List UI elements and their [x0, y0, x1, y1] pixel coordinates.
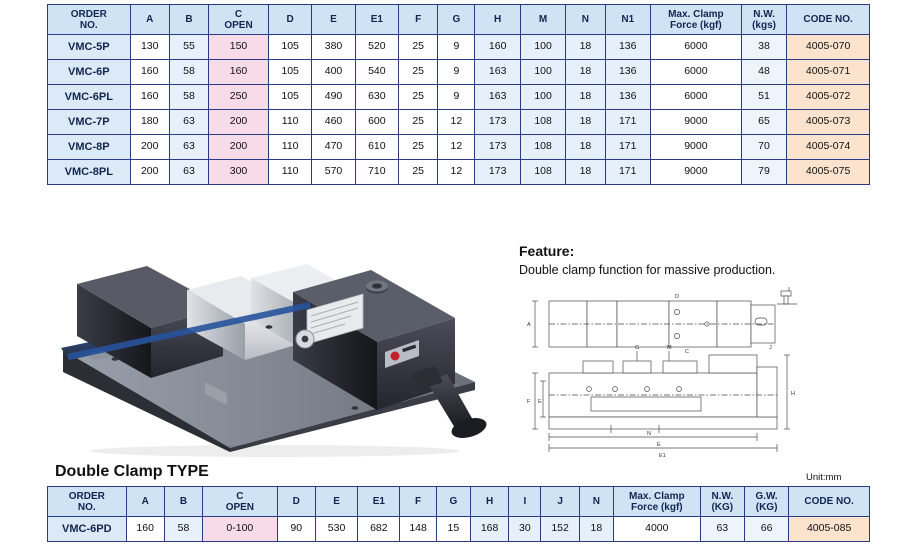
table-cell: 30 — [509, 517, 541, 542]
svg-text:F: F — [527, 399, 531, 405]
svg-text:E: E — [657, 442, 661, 448]
table-cell: 58 — [164, 517, 202, 542]
svg-text:E: E — [538, 399, 542, 405]
svg-text:D: D — [675, 294, 679, 300]
col-header-e: E — [312, 5, 355, 35]
svg-text:A: A — [527, 322, 531, 328]
feature-title: Feature: — [519, 243, 575, 259]
table-cell: 180 — [130, 110, 169, 135]
table-cell: 110 — [268, 110, 311, 135]
table-row — [48, 85, 870, 110]
table-cell: 490 — [312, 85, 355, 110]
table-cell: 148 — [400, 517, 436, 542]
bottom-table-head — [48, 487, 870, 517]
table-cell: 160 — [475, 35, 520, 60]
col-header-b: B — [164, 487, 202, 517]
table-cell: 100 — [520, 35, 565, 60]
table-row — [48, 35, 870, 60]
table-row — [48, 517, 870, 542]
table-cell: 9000 — [650, 160, 741, 185]
table-cell: 65 — [741, 110, 786, 135]
col-header-f: F — [400, 487, 436, 517]
table-cell: 4005-072 — [787, 85, 870, 110]
table-cell: 173 — [475, 110, 520, 135]
cell-order-no: VMC-6PD — [48, 517, 127, 542]
svg-text:C: C — [685, 349, 689, 355]
table-cell: 200 — [209, 135, 269, 160]
table-cell: 171 — [605, 160, 650, 185]
top-spec-table-container — [47, 4, 870, 185]
bottom-table-body — [48, 517, 870, 542]
table-cell: 682 — [358, 517, 400, 542]
col-header-h: H — [475, 5, 520, 35]
table-row — [48, 110, 870, 135]
table-cell: 58 — [169, 60, 208, 85]
col-header-h: H — [470, 487, 508, 517]
col-header-order-no: ORDER NO. — [48, 487, 127, 517]
table-cell: 300 — [209, 160, 269, 185]
table-cell: 6000 — [650, 60, 741, 85]
table-cell: 58 — [169, 85, 208, 110]
table-row — [48, 160, 870, 185]
svg-text:E1: E1 — [659, 453, 666, 459]
table-cell: 51 — [741, 85, 786, 110]
table-cell: 250 — [209, 85, 269, 110]
table-cell: 105 — [268, 35, 311, 60]
table-cell: 4005-070 — [787, 35, 870, 60]
table-cell: 160 — [130, 60, 169, 85]
adjust-dial-center — [302, 336, 309, 343]
table-cell: 25 — [399, 85, 438, 110]
top-spec-table — [47, 4, 870, 185]
table-cell: 136 — [605, 60, 650, 85]
table-cell: 90 — [277, 517, 315, 542]
table-cell: 9000 — [650, 110, 741, 135]
table-cell: 200 — [130, 160, 169, 185]
table-cell: 173 — [475, 160, 520, 185]
table-cell: 380 — [312, 35, 355, 60]
table-cell: 48 — [741, 60, 786, 85]
col-header-max-clamp-force: Max. Clamp Force (kgf) — [614, 487, 701, 517]
svg-text:H: H — [791, 391, 795, 397]
cell-order-no: VMC-6P — [48, 60, 131, 85]
drawing-top-view — [532, 287, 797, 347]
col-header-m: M — [520, 5, 565, 35]
table-cell: 9 — [438, 35, 475, 60]
table-cell: 610 — [355, 135, 398, 160]
col-header-e1: E1 — [355, 5, 398, 35]
technical-drawings — [519, 285, 809, 460]
col-header-n: N — [579, 487, 613, 517]
col-header-max-clamp-force: Max. Clamp Force (kgf) — [650, 5, 741, 35]
col-header-nw: N.W. (KG) — [700, 487, 744, 517]
svg-text:M: M — [667, 345, 672, 351]
table-cell: 136 — [605, 35, 650, 60]
table-cell: 0-100 — [203, 517, 278, 542]
col-header-n: N — [566, 5, 605, 35]
svg-text:J: J — [769, 345, 772, 351]
col-header-code-no: CODE NO. — [787, 5, 870, 35]
cell-order-no: VMC-8PL — [48, 160, 131, 185]
table-cell: 110 — [268, 135, 311, 160]
col-header-e: E — [315, 487, 357, 517]
top-table-head — [48, 5, 870, 35]
col-header-code-no: CODE NO. — [789, 487, 870, 517]
table-cell: 160 — [130, 85, 169, 110]
table-row — [48, 60, 870, 85]
table-cell: 4000 — [614, 517, 701, 542]
table-cell: 18 — [566, 110, 605, 135]
table-cell: 12 — [438, 135, 475, 160]
dimension-drawings — [519, 285, 809, 460]
table-cell: 66 — [744, 517, 788, 542]
table-cell: 4005-075 — [787, 160, 870, 185]
col-header-c-open: C OPEN — [203, 487, 278, 517]
table-cell: 25 — [399, 110, 438, 135]
vise-illustration — [55, 232, 495, 457]
table-cell: 18 — [566, 35, 605, 60]
table-cell: 4005-071 — [787, 60, 870, 85]
table-cell: 63 — [169, 160, 208, 185]
table-cell: 25 — [399, 35, 438, 60]
table-cell: 6000 — [650, 35, 741, 60]
table-cell: 470 — [312, 135, 355, 160]
table-cell: 110 — [268, 160, 311, 185]
table-cell: 520 — [355, 35, 398, 60]
col-header-f: F — [399, 5, 438, 35]
col-header-i: I — [509, 487, 541, 517]
table-cell: 168 — [470, 517, 508, 542]
bottom-spec-table — [47, 486, 870, 542]
table-cell: 4005-073 — [787, 110, 870, 135]
table-cell: 630 — [355, 85, 398, 110]
table-cell: 173 — [475, 135, 520, 160]
table-cell: 171 — [605, 135, 650, 160]
table-cell: 100 — [520, 60, 565, 85]
table-cell: 600 — [355, 110, 398, 135]
table-cell: 18 — [566, 60, 605, 85]
col-header-j: J — [541, 487, 579, 517]
table-cell: 160 — [126, 517, 164, 542]
table-cell: 63 — [169, 110, 208, 135]
table-cell: 63 — [700, 517, 744, 542]
product-photo — [55, 232, 495, 457]
drawing-front-view — [532, 351, 790, 452]
cell-order-no: VMC-7P — [48, 110, 131, 135]
section-title: Double Clamp TYPE — [55, 463, 209, 480]
table-cell: 18 — [566, 160, 605, 185]
svg-text:N: N — [647, 431, 651, 437]
table-cell: 171 — [605, 110, 650, 135]
col-header-d: D — [268, 5, 311, 35]
svg-text:G: G — [635, 345, 640, 351]
table-cell: 105 — [268, 60, 311, 85]
col-header-n1: N1 — [605, 5, 650, 35]
bottom-spec-table-container — [47, 486, 870, 542]
table-cell: 130 — [130, 35, 169, 60]
table-cell: 160 — [209, 60, 269, 85]
table-cell: 18 — [566, 85, 605, 110]
table-cell: 12 — [438, 160, 475, 185]
table-cell: 108 — [520, 135, 565, 160]
table-cell: 400 — [312, 60, 355, 85]
feature-description: Double clamp function for massive production. — [519, 263, 776, 277]
table-cell: 12 — [438, 110, 475, 135]
screw-boss-hole — [372, 283, 382, 288]
col-header-b: B — [169, 5, 208, 35]
table-cell: 4005-074 — [787, 135, 870, 160]
table-cell: 15 — [436, 517, 470, 542]
table-cell: 200 — [209, 110, 269, 135]
col-header-order-no: ORDER NO. — [48, 5, 131, 35]
table-cell: 152 — [541, 517, 579, 542]
bottom-table-header-row — [48, 487, 870, 517]
table-cell: 105 — [268, 85, 311, 110]
table-cell: 25 — [399, 135, 438, 160]
table-cell: 55 — [169, 35, 208, 60]
table-cell: 4005-085 — [789, 517, 870, 542]
table-cell: 38 — [741, 35, 786, 60]
table-cell: 9000 — [650, 135, 741, 160]
cell-order-no: VMC-6PL — [48, 85, 131, 110]
table-cell: 108 — [520, 110, 565, 135]
table-cell: 100 — [520, 85, 565, 110]
table-cell: 70 — [741, 135, 786, 160]
table-cell: 108 — [520, 160, 565, 185]
table-cell: 540 — [355, 60, 398, 85]
table-cell: 136 — [605, 85, 650, 110]
table-cell: 25 — [399, 60, 438, 85]
table-cell: 200 — [130, 135, 169, 160]
table-cell: 150 — [209, 35, 269, 60]
table-cell: 25 — [399, 160, 438, 185]
col-header-e1: E1 — [358, 487, 400, 517]
brand-logo-icon — [391, 352, 400, 361]
photo-shadow — [90, 445, 460, 457]
table-cell: 163 — [475, 60, 520, 85]
table-cell: 163 — [475, 85, 520, 110]
table-cell: 63 — [169, 135, 208, 160]
top-table-header-row — [48, 5, 870, 35]
table-cell: 460 — [312, 110, 355, 135]
col-header-g: G — [438, 5, 475, 35]
col-header-nw: N.W. (kgs) — [741, 5, 786, 35]
unit-note: Unit:mm — [806, 472, 842, 483]
table-cell: 6000 — [650, 85, 741, 110]
col-header-gw: G.W. (KG) — [744, 487, 788, 517]
table-cell: 79 — [741, 160, 786, 185]
table-cell: 18 — [579, 517, 613, 542]
cell-order-no: VMC-8P — [48, 135, 131, 160]
table-cell: 710 — [355, 160, 398, 185]
table-cell: 570 — [312, 160, 355, 185]
cell-order-no: VMC-5P — [48, 35, 131, 60]
col-header-g: G — [436, 487, 470, 517]
table-cell: 9 — [438, 60, 475, 85]
col-header-d: D — [277, 487, 315, 517]
table-cell: 530 — [315, 517, 357, 542]
col-header-a: A — [126, 487, 164, 517]
table-row — [48, 135, 870, 160]
col-header-c-open: C OPEN — [209, 5, 269, 35]
col-header-a: A — [130, 5, 169, 35]
table-cell: 9 — [438, 85, 475, 110]
table-cell: 18 — [566, 135, 605, 160]
top-table-body — [48, 35, 870, 185]
